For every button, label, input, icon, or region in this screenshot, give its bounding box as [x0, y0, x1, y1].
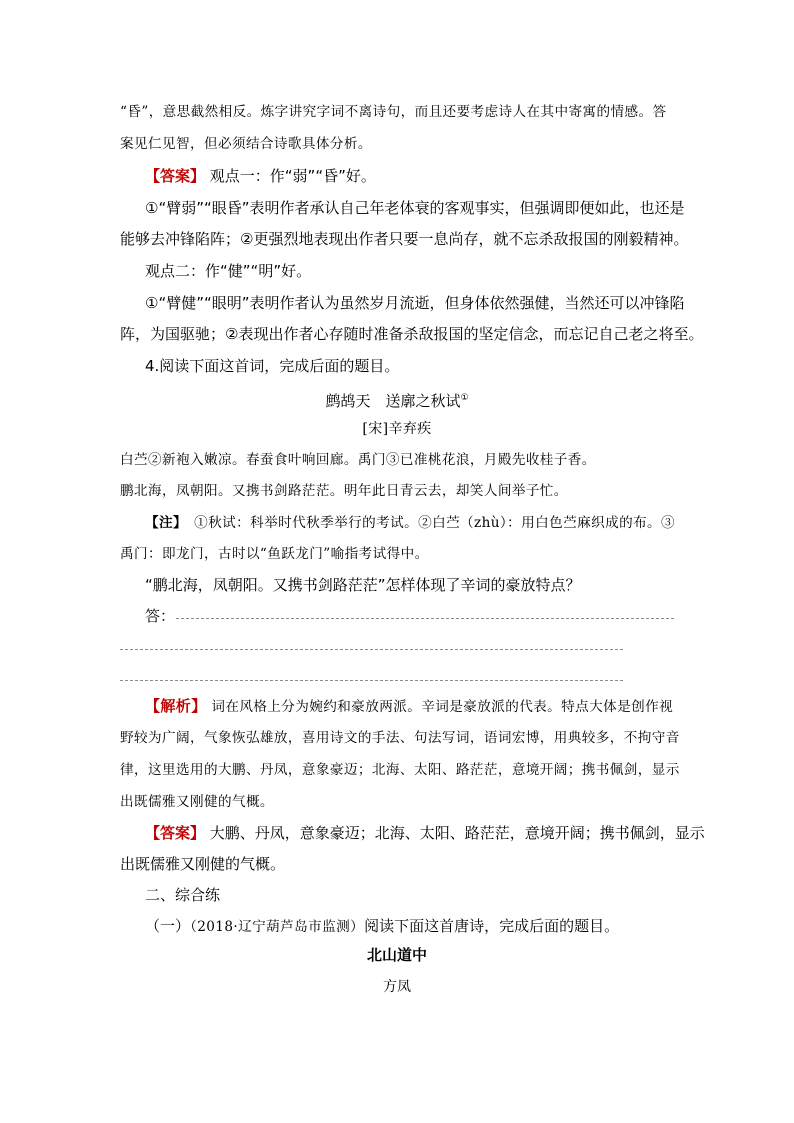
- answer-blank-line-3[interactable]: [120, 680, 623, 681]
- answer-blank-line-2[interactable]: [120, 649, 623, 650]
- analysis-line-1: “昏”，意思截然相反。炼字讲究字词不离诗句，而且还要考虑诗人在其中寄寓的情感。答: [120, 104, 667, 120]
- question-4-question: “鹏北海，凤朝阳。又携书剑路茫茫”怎样体现了辛词的豪放特点？: [145, 576, 581, 594]
- answer-2-text-1: 大鹏、丹凤，意象豪迈；北海、太阳、路茫茫，意境开阔；携书佩剑，显示: [205, 824, 705, 842]
- answer-2-tag: 【答案】: [145, 824, 206, 842]
- item-1-source: （2018·辽宁葫芦岛市监测）: [190, 919, 365, 935]
- analysis-2-text-1: 词在风格上分为婉约和豪放两派。辛词是豪放派的代表。特点大体是创作视: [206, 699, 674, 715]
- note-line-2: 禹门：即龙门，古时以“鱼跃龙门”喻指考试得中。: [120, 546, 429, 562]
- note-text-1: ①秋试：科举时代秋季举行的考试。②白苎（zhù）：用白色苎麻织成的布。③: [180, 515, 676, 531]
- item-1-prefix: （一）: [145, 917, 191, 935]
- question-4-prompt: 4.阅读下面这首词，完成后面的题目。: [145, 357, 400, 375]
- poem-title-footnote: ①: [460, 393, 469, 403]
- section-2-item-1: [145, 916, 619, 937]
- answer-blank-line-1[interactable]: [176, 618, 674, 619]
- poem-title: [0, 388, 794, 411]
- answer-1-point1-line1: ①“臂弱”“眼昏”表明作者承认自己年老体衰的客观事实，但强调即便如此，也还是: [145, 199, 685, 217]
- poem-line-1: 白苎②新袍入嫩凉。春蚕食叶响回廊。禹门③已准桃花浪，月殿先收桂子香。: [120, 452, 596, 468]
- item-1-text: 阅读下面这首唐诗，完成后面的题目。: [364, 917, 620, 935]
- analysis-2-line-4: 出既儒雅又刚健的气概。: [120, 794, 274, 810]
- answer-1-view2: 观点二：作“健”“明”好。: [145, 262, 312, 280]
- analysis-line-2: 案见仁见智，但必须结合诗歌具体分析。: [120, 136, 372, 152]
- answer-1-view1: 观点一：作“弱”“昏”好。: [205, 167, 376, 185]
- analysis-2-line-1: [145, 696, 673, 717]
- analysis-2-line-2: 野较为广阔，气象恢弘雄放，喜用诗文的手法、句法写词，语词宏博，用典较多，不拘守音: [120, 730, 680, 746]
- poem-author: [宋]辛弃疾: [362, 421, 432, 437]
- answer-label: 答：: [145, 607, 176, 625]
- section-2-heading: 二、综合练: [145, 886, 221, 904]
- note-line-1: [145, 513, 675, 533]
- poem-line-2: 鹏北海，凤朝阳。又携书剑路茫茫。明年此日青云去，却笑人间举子忙。: [120, 483, 568, 499]
- answer-2-line-2: 出既儒雅又刚健的气概。: [120, 855, 286, 873]
- answer-1-point1-line2: 能够去冲锋陷阵；②更强烈地表现出作者只要一息尚存，就不忘杀敌报国的刚毅精神。: [120, 230, 689, 248]
- answer-1-point2-line2: 阵，为国驱驰；②表现出作者心存随时准备杀敌报国的坚定信念，而忘记自己老之将至。: [120, 325, 704, 343]
- analysis-tag: 【解析】: [145, 697, 207, 715]
- analysis-2-line-3: 律，这里选用的大鹏、丹凤，意象豪迈；北海、太阳、路茫茫，意境开阔；携书佩剑，显示: [120, 762, 680, 778]
- answer-1-line: [145, 166, 376, 186]
- poem-2-author: 方凤: [383, 979, 411, 995]
- answer-1-point2-line1: ①“臂健”“眼明”表明作者认为虽然岁月流逝，但身体依然强健，当然还可以冲锋陷: [145, 294, 685, 312]
- note-tag: 【注】: [145, 515, 181, 531]
- answer-2-line-1: [145, 823, 705, 843]
- poem-title-text: 鹧鸪天 送廓之秋试: [325, 392, 461, 410]
- poem-2-title: 北山道中: [366, 946, 427, 964]
- answer-tag: 【答案】: [145, 167, 206, 185]
